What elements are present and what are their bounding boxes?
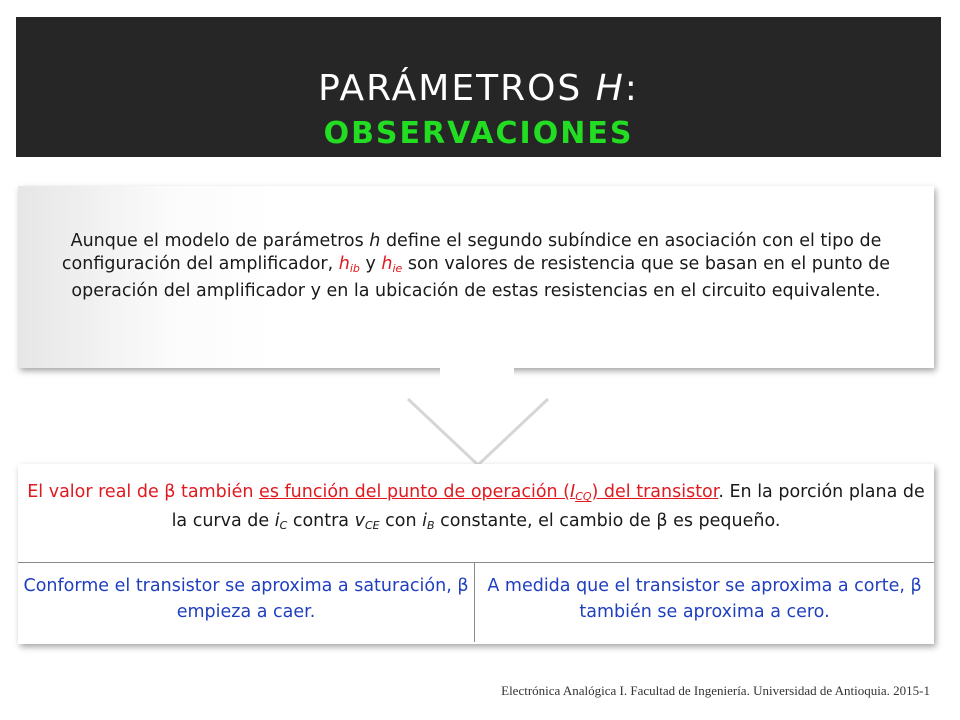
title-italic-h: H (595, 68, 625, 109)
obs1-h-italic: h (369, 231, 381, 251)
h-ie-param (381, 254, 402, 274)
title-bar (16, 17, 941, 157)
slide-title (16, 69, 941, 109)
footer-citation: Electrónica Analógica I. Facultad de Ingeniería. Universidad de Antioquia. 2015-1 (501, 683, 930, 698)
beta-function-text: es función del punto de operación ( (259, 482, 571, 502)
beta-function-underlined (259, 482, 718, 502)
observation-text-bottom (18, 480, 934, 538)
curve-text-1: . En la porción plana de la curva de (171, 482, 925, 531)
h-ie-base: h (381, 254, 393, 274)
curve-text-4: constante, el cambio de β es pequeño. (434, 511, 781, 531)
h-ib-subscript: ib (349, 262, 360, 275)
h-ib-param (339, 254, 360, 274)
ic-subscript: C (279, 519, 288, 532)
obs1-text-3: y (359, 254, 382, 274)
cutoff-note: A medida que el transistor se aproxima a corte, β también se aproxima a cero. (475, 562, 934, 642)
beta-function-end: ) del transistor (591, 482, 719, 502)
obs1-text-2: define el segundo subíndice en asociación con el tipo de configuración del amplificador, (61, 231, 882, 274)
saturation-note: Conforme el transistor se aproxima a saturación, β empieza a caer. (18, 562, 475, 642)
beta-intro-text: El valor real de β también (27, 482, 260, 502)
curve-text-3: con (379, 511, 423, 531)
vce-subscript: CE (364, 519, 380, 532)
ib-base: i (422, 511, 428, 531)
icq-subscript: CQ (575, 490, 592, 503)
curve-text-2: contra (287, 511, 355, 531)
observation-card-bottom (18, 464, 934, 644)
title-colon: : (624, 68, 639, 109)
title-prefix: PARÁMETROS (318, 68, 596, 109)
slide-subtitle: OBSERVACIONES (323, 116, 634, 151)
chevron-down-icon (405, 395, 551, 470)
vce-base: v (354, 511, 365, 531)
icq-base: I (570, 482, 576, 502)
connector-gap (440, 368, 514, 398)
ib-subscript: B (427, 519, 435, 532)
h-ie-subscript: ie (392, 262, 403, 275)
obs1-text-4: son valores de resistencia que se basan en el punto de operación del amplificador y en la ubicación de estas resistencias en el circuito equivalente. (71, 254, 891, 301)
observation-text-top (40, 230, 912, 303)
h-ib-base: h (338, 254, 350, 274)
ic-base: i (274, 511, 280, 531)
obs1-text-1: Aunque el modelo de parámetros (70, 231, 370, 251)
observation-card-top (18, 186, 934, 368)
